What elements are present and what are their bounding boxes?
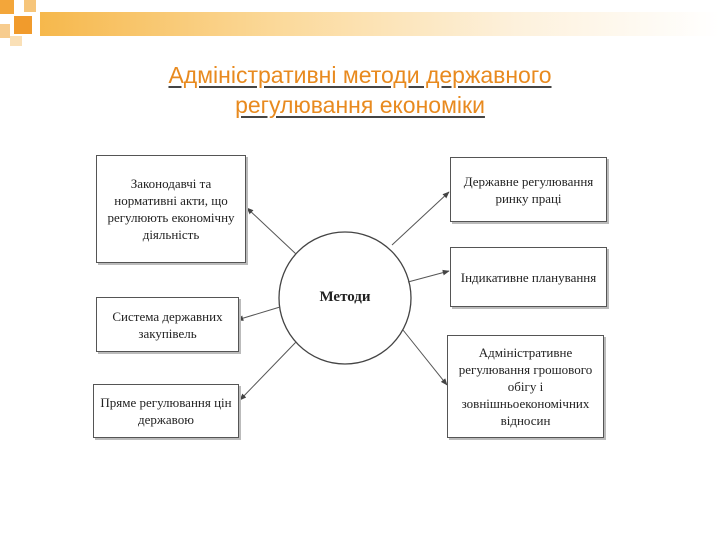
arrow-to-legislation: [247, 208, 296, 254]
arrow-to-indicative-planning: [408, 271, 449, 282]
box-price-regulation: Пряме регулювання цін державою: [93, 384, 239, 438]
slide-title-line2: регулювання економіки: [235, 92, 485, 118]
arrow-to-price-regulation: [240, 342, 296, 400]
box-procurement: Система державних закупівель: [96, 297, 239, 352]
box-legislation: Законодавчі та нормативні акти, що регулюють економічну діяльність: [96, 155, 246, 263]
center-label: Методи: [319, 289, 371, 305]
box-indicative-planning: Індикативне планування: [450, 247, 607, 307]
arrow-to-labor-market: [392, 192, 449, 245]
arrow-to-monetary-regulation: [403, 330, 447, 385]
slide-title-line1: Адміністративні методи державного: [168, 62, 552, 88]
arrow-to-procurement: [237, 307, 280, 320]
box-labor-market: Державне регулювання ринку праці: [450, 157, 607, 222]
box-monetary-regulation: Адміністративне регулювання грошового обігу і зовнішньоекономічних відносин: [447, 335, 604, 438]
